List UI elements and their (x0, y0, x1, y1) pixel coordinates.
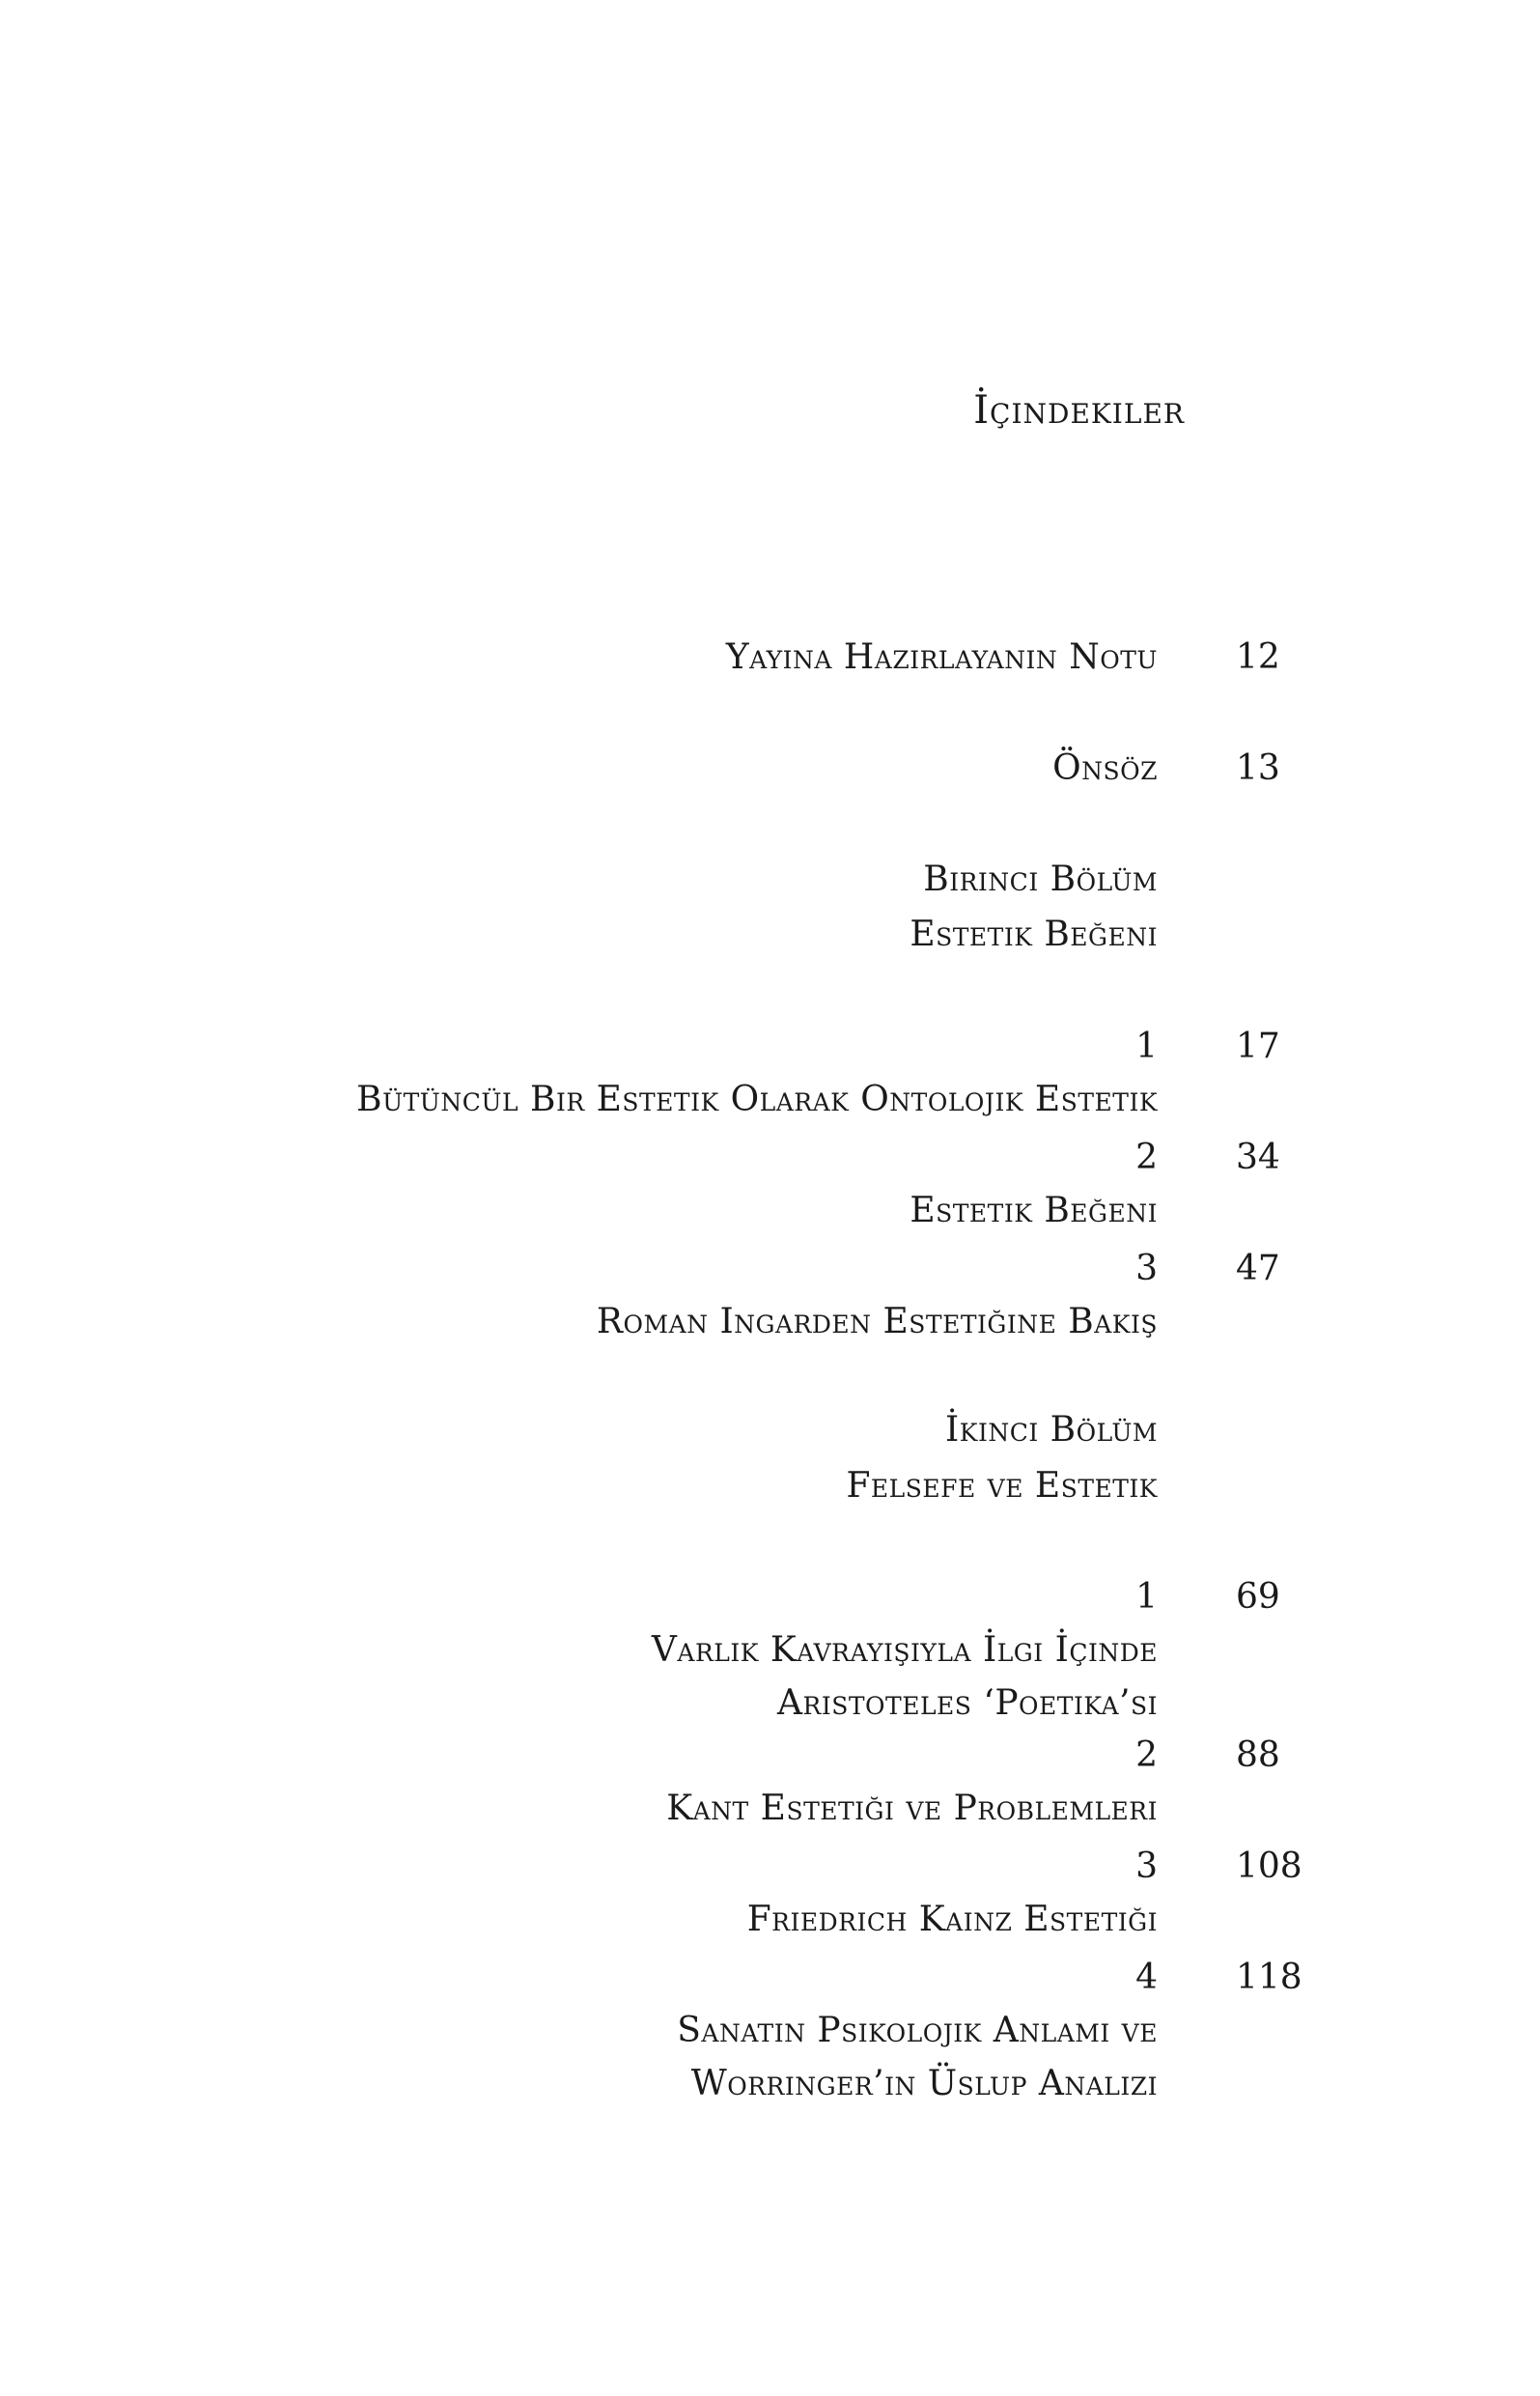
chapter-title: Worringer’in Üslup Analizi (690, 2064, 1158, 2103)
chapter-number: 1 (1135, 1027, 1158, 1066)
page-title: İçindekiler (973, 388, 1185, 433)
part-subtitle: Felsefe ve Estetik (846, 1466, 1158, 1506)
toc-page-number: 13 (1236, 748, 1280, 788)
chapter-number: 4 (1135, 1958, 1158, 1997)
chapter-title: Kant Estetiği ve Problemleri (666, 1789, 1158, 1828)
toc-page-number: 69 (1236, 1577, 1280, 1617)
toc-entry-note: Yayına Hazırlayanın Notu (725, 637, 1158, 677)
chapter-number: 2 (1135, 1735, 1158, 1775)
toc-page-number: 17 (1236, 1027, 1280, 1066)
chapter-number: 2 (1135, 1138, 1158, 1177)
toc-entry-foreword: Önsöz (1052, 748, 1158, 788)
chapter-number: 3 (1135, 1249, 1158, 1288)
chapter-title: Friedrich Kainz Estetiği (746, 1900, 1158, 1939)
toc-page-number: 12 (1236, 637, 1280, 677)
part-subtitle: Estetik Beğeni (910, 915, 1158, 954)
toc-page-number: 108 (1236, 1846, 1302, 1886)
chapter-title: Estetik Beğeni (910, 1191, 1158, 1230)
toc-page-number: 34 (1236, 1138, 1280, 1177)
chapter-title: Roman Ingarden Estetiğine Bakış (596, 1302, 1158, 1341)
chapter-number: 3 (1135, 1846, 1158, 1886)
chapter-title: Sanatın Psikolojik Anlamı ve (677, 2011, 1158, 2050)
chapter-number: 1 (1135, 1577, 1158, 1617)
chapter-title: Varlık Kavrayışıyla İlgi İçinde (651, 1630, 1158, 1670)
toc-page-number: 47 (1236, 1249, 1280, 1288)
chapter-title: Aristoteles ‘Poetika’sı (777, 1683, 1158, 1723)
chapter-title: Bütüncül Bir Estetik Olarak Ontolojik Estetik (356, 1080, 1158, 1119)
part-heading: İkinci Bölüm (945, 1410, 1158, 1450)
toc-page-number: 88 (1236, 1735, 1280, 1775)
part-heading: Birinci Bölüm (923, 860, 1158, 899)
toc-page-number: 118 (1236, 1958, 1302, 1997)
